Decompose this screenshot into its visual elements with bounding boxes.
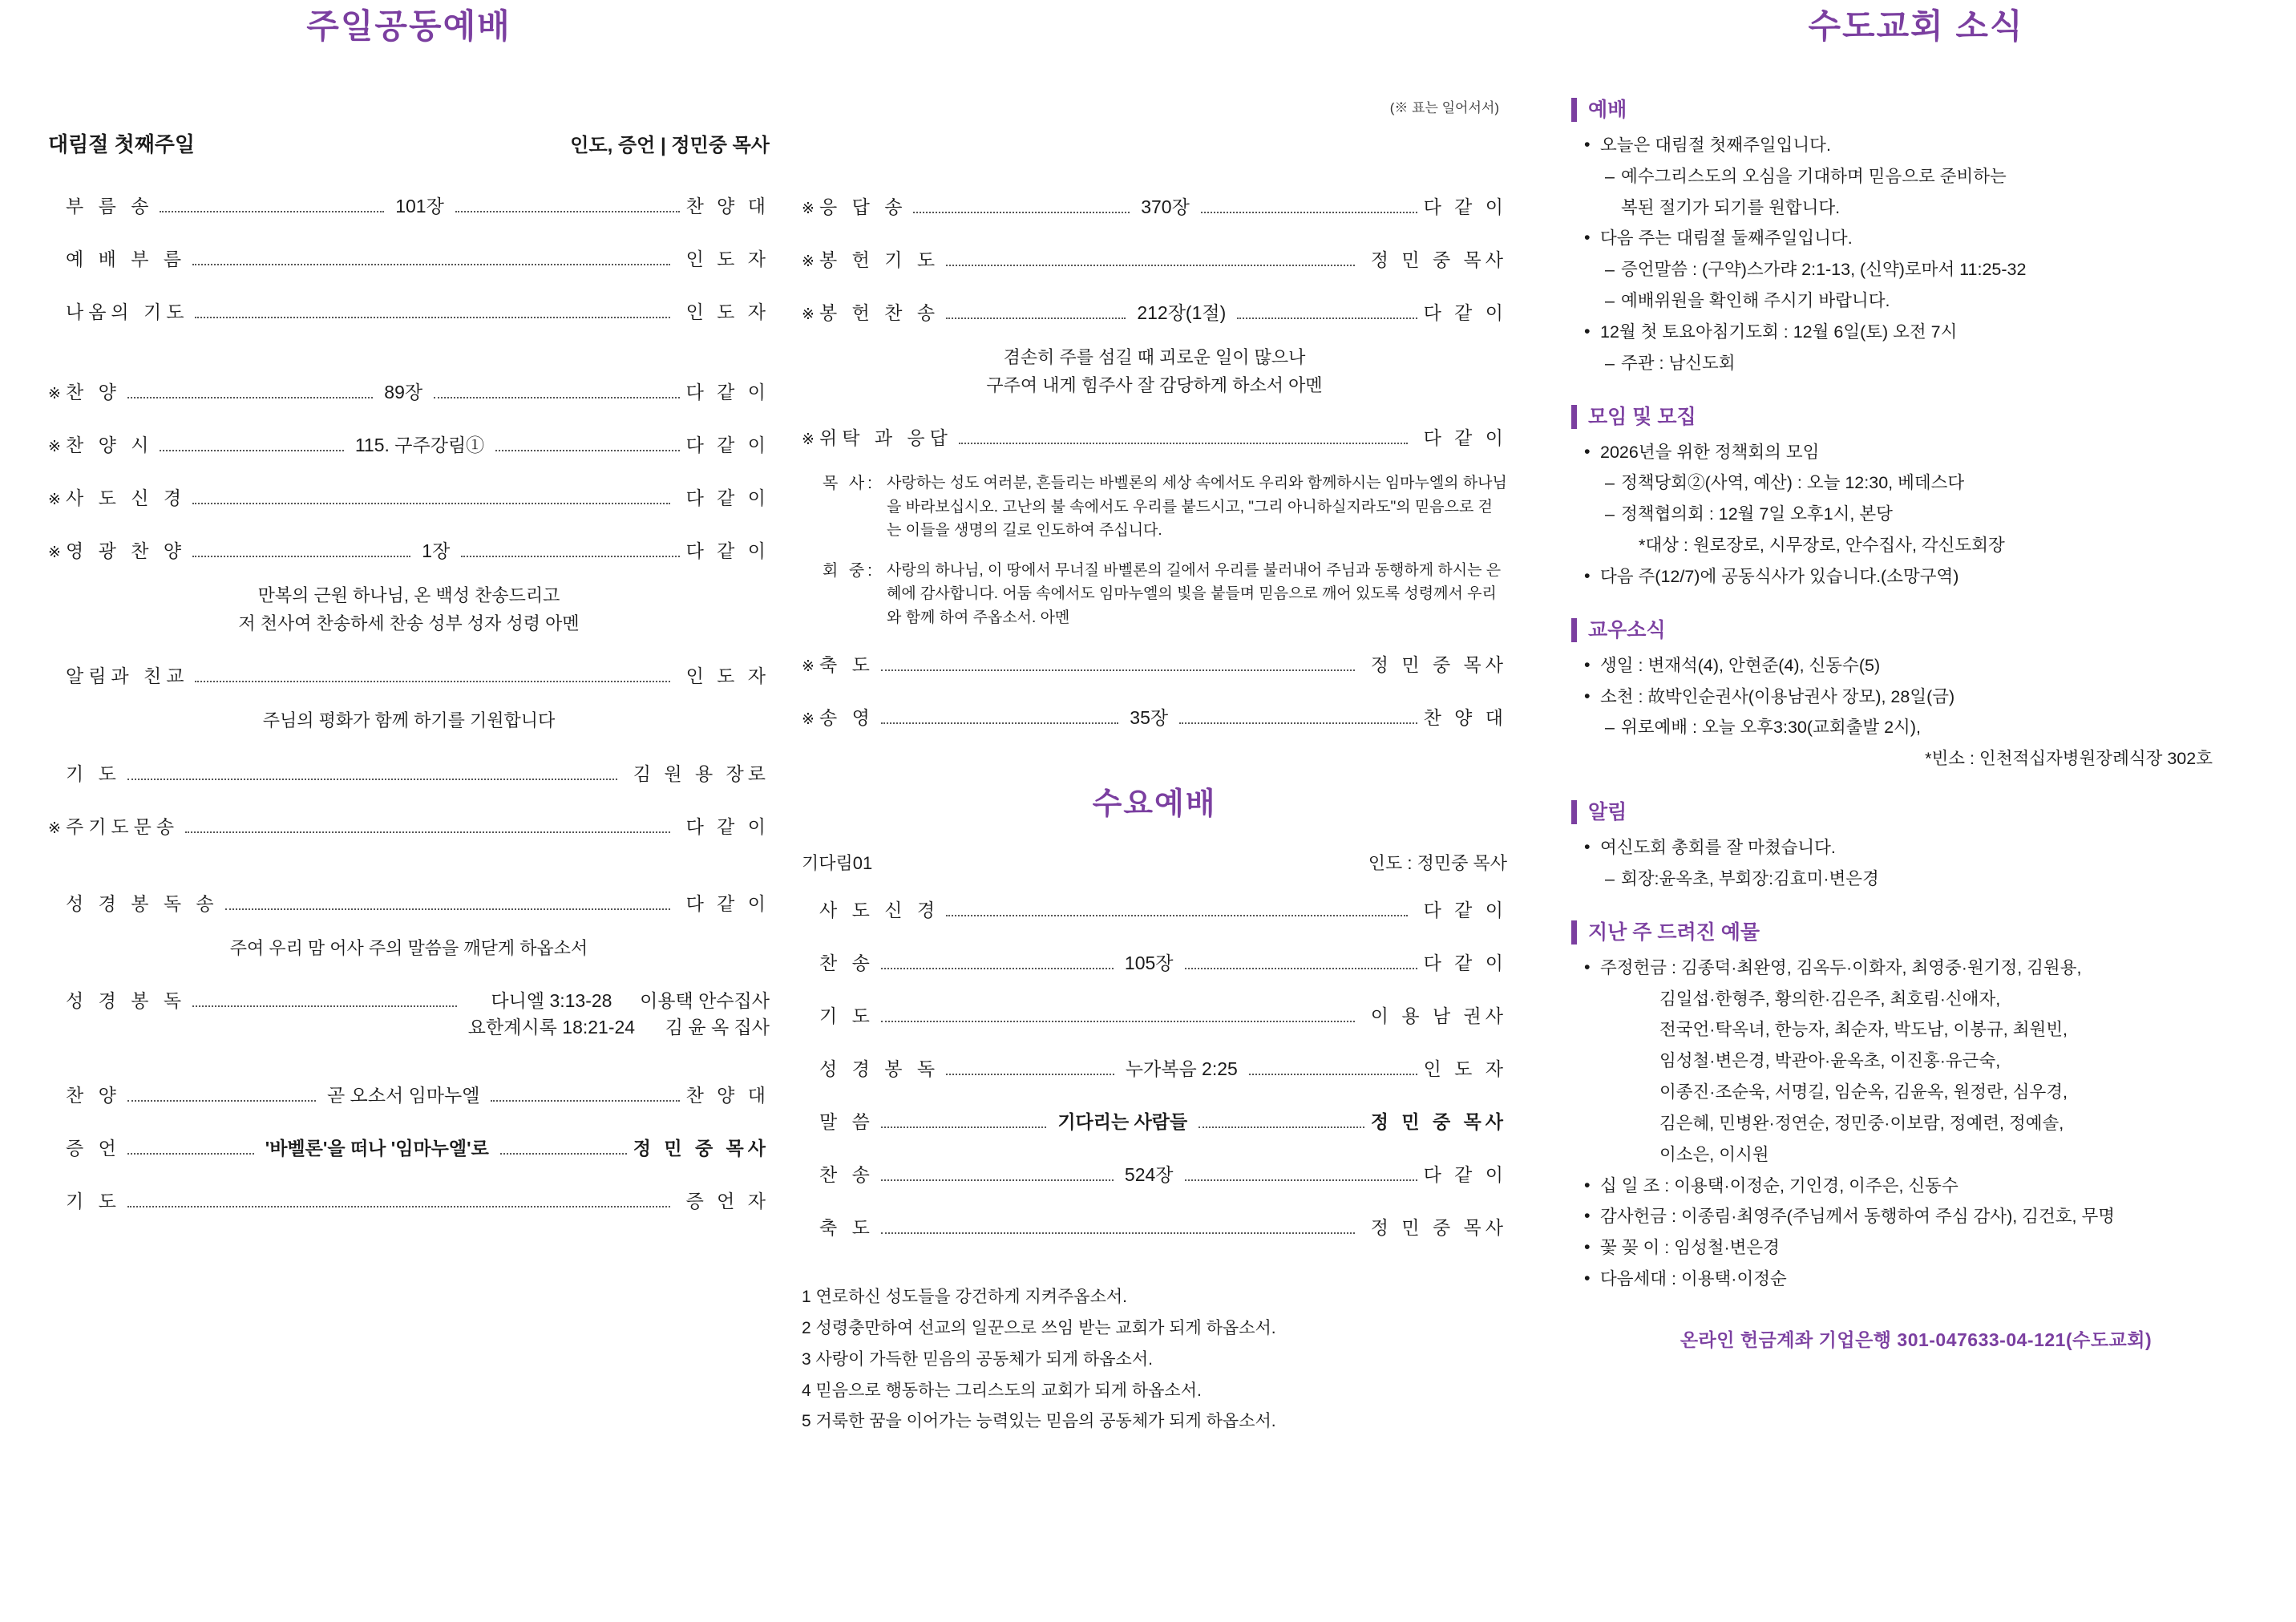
leader-dots <box>500 1153 627 1155</box>
leader-dots <box>495 450 679 451</box>
leader-dots <box>946 318 1126 319</box>
leader-dots <box>881 722 1118 724</box>
order-line <box>48 297 770 325</box>
prayer-topics-list <box>802 1282 1507 1438</box>
news-item: • 소천 : 故박인순권사(이용남권사 장모), 28일(금) <box>1579 683 2261 711</box>
order-line <box>802 650 1507 678</box>
gloria-verse <box>48 581 770 637</box>
leader-dots <box>1185 1179 1417 1181</box>
wednesday-subheader <box>802 850 1507 875</box>
news-item: • 여신도회 총회를 잘 마쳤습니다. <box>1579 834 2261 862</box>
news-item: 복된 절기가 되기를 원합니다. <box>1621 197 1841 217</box>
left-column <box>48 0 770 1240</box>
order-person: 정 민 중 목사 <box>1370 1217 1507 1238</box>
gloria-line-1: 만복의 근원 하나님, 온 백성 찬송드리고 <box>257 585 560 605</box>
order-label: 부 름 송 <box>66 196 154 216</box>
wednesday-leader-label: 인도 : 정민중 목사 <box>1368 853 1507 873</box>
order-line <box>802 1001 1507 1029</box>
order-person: 정 민 중 목사 <box>1370 249 1507 270</box>
order-line <box>48 1081 770 1108</box>
order-label: 찬 양 <box>66 382 121 402</box>
order-detail: 101장 <box>395 196 444 216</box>
leader-dots <box>192 503 670 504</box>
news-item: • 2026년을 위한 정책회의 모임 <box>1579 439 2261 467</box>
news-item: 임성철·변은경, 박관아·윤옥초, 이진홍·유근숙, <box>1659 1051 2001 1071</box>
order-label: 주기도문송 <box>66 815 180 837</box>
leader-dots <box>192 1005 457 1007</box>
sermon-title: '바벨론'을 떠나 '임마누엘'로 <box>265 1138 489 1159</box>
middle-column <box>802 0 1507 1438</box>
order-line <box>48 245 770 272</box>
order-detail: 89장 <box>384 382 423 402</box>
illumination-prayer: 주여 우리 맘 어사 주의 말씀을 깨닫게 하옵소서 <box>229 937 588 958</box>
news-item: 김은혜, 민병완·정연순, 정민중·이보람, 정예련, 정예솔, <box>1659 1113 2064 1133</box>
order-label: 송 영 <box>819 707 875 728</box>
order-label: 나옴의 기도 <box>66 301 189 322</box>
order-label: 성 경 봉 독 송 <box>66 892 219 914</box>
news-title: 수도교회 소식 <box>1808 7 2024 45</box>
scripture-ref-1: 다니엘 3:13-28 <box>491 989 612 1011</box>
order-person: 찬 양 대 <box>685 1085 770 1106</box>
order-detail: 1장 <box>422 540 451 561</box>
news-item: 전국언·탁옥녀, 한능자, 최순자, 박도남, 이봉규, 최원빈, <box>1659 1020 2068 1040</box>
order-person: 증 언 자 <box>685 1191 770 1212</box>
order-label: 성 경 봉 독 <box>66 989 187 1011</box>
order-line <box>48 536 770 564</box>
order-label: 증 언 <box>66 1138 121 1159</box>
order-line <box>48 759 770 787</box>
news-item: 김일섭·한형주, 황의한·김은주, 최호림·신애자, <box>1659 989 2001 1009</box>
order-label: 찬 송 <box>819 1164 875 1185</box>
leader-dots <box>1249 1074 1417 1075</box>
order-label: 영 광 찬 양 <box>66 540 187 561</box>
standing-mark: ※ <box>48 439 61 455</box>
leader-dots <box>881 1179 1114 1181</box>
news-list-worship <box>1571 131 2261 378</box>
leader-dots <box>881 669 1355 671</box>
order-detail: 105장 <box>1124 953 1174 973</box>
responsive-congregation <box>802 559 1507 629</box>
responsive-speaker-label: 회 중: <box>823 561 875 580</box>
order-label: 봉 헌 기 도 <box>819 249 940 270</box>
news-list-offerings <box>1571 954 2261 1293</box>
order-line <box>48 192 770 219</box>
news-list-members <box>1571 652 2261 773</box>
scripture-readers <box>640 988 770 1042</box>
order-line <box>802 192 1507 220</box>
order-line <box>48 1187 770 1214</box>
news-item: • 다음세대 : 이용택·이정순 <box>1579 1265 2261 1293</box>
news-item: • 오늘은 대림절 첫째주일입니다. <box>1579 131 2261 160</box>
offering-hymn-verse <box>802 343 1507 399</box>
order-label: 봉 헌 찬 송 <box>819 302 940 323</box>
news-section-heading-notice: 알림 <box>1571 800 2261 824</box>
news-item: – 예배위원을 확인해 주시기 바랍니다. <box>1579 287 2261 315</box>
standing-mark: ※ <box>802 200 815 217</box>
page-title: 주일공동예배 <box>306 7 511 45</box>
order-person: 다 같 이 <box>685 892 770 914</box>
responsive-pastor <box>802 471 1507 542</box>
order-label: 축 도 <box>819 654 875 675</box>
order-detail: 524장 <box>1124 1164 1174 1185</box>
leader-dots <box>881 1021 1355 1022</box>
service-season-label: 대림절 첫째주일 <box>48 132 196 156</box>
order-line-sermon <box>48 1134 770 1161</box>
order-person: 인 도 자 <box>1423 1058 1508 1079</box>
leader-dots <box>959 443 1408 444</box>
order-detail: 곧 오소서 임마누엘 <box>326 1085 480 1106</box>
news-item: – 주관 : 남신도회 <box>1579 350 2261 378</box>
leader-dots <box>434 397 679 398</box>
peace-greeting: 주님의 평화가 함께 하기를 기원합니다 <box>262 710 556 731</box>
leader-dots <box>946 915 1408 916</box>
order-person: 정 민 중 목사 <box>1370 1111 1508 1132</box>
responsive-speaker-label: 목 사: <box>823 475 875 493</box>
order-line <box>802 1160 1507 1187</box>
order-label: 기 도 <box>819 1005 875 1026</box>
leader-dots <box>192 264 670 265</box>
leader-dots <box>946 265 1355 266</box>
leader-dots <box>160 450 343 451</box>
leader-dots <box>455 211 680 212</box>
scripture-references <box>463 988 640 1042</box>
leader-dots <box>1199 1127 1364 1128</box>
news-item: 이종진·조순욱, 서명길, 임순옥, 김윤옥, 원정란, 심우경, <box>1659 1082 2068 1102</box>
standing-mark: ※ <box>802 658 815 675</box>
leader-dots <box>461 556 679 557</box>
prayer-topic-item: 3 사랑이 가득한 믿음의 공동체가 되게 하옵소서. <box>802 1349 1153 1369</box>
offering-verse-line-2: 구주여 내게 힘주사 잘 감당하게 하소서 아멘 <box>986 375 1323 396</box>
leader-dots <box>195 681 669 682</box>
wednesday-service-title: 수요예배 <box>1092 787 1217 821</box>
order-label: 찬 송 <box>819 953 875 973</box>
right-column <box>1571 0 2261 1352</box>
news-section-heading-offerings: 지난 주 드려진 예물 <box>1571 920 2261 944</box>
scripture-reading-line <box>48 986 770 1042</box>
order-person: 다 같 이 <box>1423 1164 1508 1185</box>
order-label: 찬 양 시 <box>66 435 154 455</box>
standing-note: (※ 표는 일어서서) <box>1389 100 1499 115</box>
standing-mark: ※ <box>802 306 815 323</box>
order-label: 위탁 과 응답 <box>819 427 952 449</box>
order-line <box>802 896 1507 923</box>
order-line <box>802 245 1507 273</box>
news-item: – 위로예배 : 오늘 오후3:30(교회출발 2시), <box>1579 714 2261 742</box>
order-detail: 212장(1절) <box>1137 302 1227 323</box>
leader-dots <box>225 908 670 910</box>
order-person: 다 같 이 <box>1423 302 1507 323</box>
order-person: 다 같 이 <box>685 435 770 455</box>
order-person: 정 민 중 목사 <box>633 1138 770 1159</box>
order-line <box>802 1054 1507 1082</box>
news-item: *대상 : 원로장로, 시무장로, 안수집사, 각신도회장 <box>1639 536 2005 556</box>
leader-dots <box>491 1100 679 1102</box>
order-line <box>802 1213 1507 1240</box>
order-person: 인 도 자 <box>685 249 770 269</box>
order-person: 다 같 이 <box>1423 196 1507 217</box>
news-item: – 정책당회②(사역, 예산) : 오늘 12:30, 베데스다 <box>1579 469 2261 497</box>
order-detail: 370장 <box>1141 196 1190 217</box>
news-item: – 예수그리스도의 오심을 기대하며 믿음으로 준비하는 <box>1579 163 2261 191</box>
standing-mark: ※ <box>802 711 815 728</box>
prayer-topic-item: 1 연로하신 성도들을 강건하게 지켜주옵소서. <box>802 1288 1127 1306</box>
order-label: 알림과 친교 <box>66 665 189 687</box>
leader-dots <box>1201 212 1417 213</box>
order-detail: 115. 구주강림① <box>354 435 485 455</box>
news-item: • 꽃 꽂 이 : 임성철·변은경 <box>1579 1234 2261 1262</box>
worship-order-part1 <box>48 192 770 564</box>
news-item: – 정책협의회 : 12월 7일 오후1시, 본당 <box>1579 500 2261 528</box>
prayer-topic-item: 5 거룩한 꿈을 이어가는 능력있는 믿음의 공동체가 되게 하옵소서. <box>802 1412 1276 1431</box>
order-label: 예 배 부 름 <box>66 249 187 269</box>
news-list-notice <box>1571 834 2261 893</box>
news-section-heading-members: 교우소식 <box>1571 618 2261 642</box>
leader-dots <box>127 1206 670 1207</box>
order-line <box>48 483 770 511</box>
order-line <box>802 298 1507 326</box>
scripture-reader-1: 이용택 안수집사 <box>640 989 770 1011</box>
online-offering-account: 온라인 헌금계좌 기업은행 301-047633-04-121(수도교회) <box>1680 1329 2152 1350</box>
order-label: 기 도 <box>66 762 121 784</box>
order-line <box>48 431 770 458</box>
news-item: • 십 일 조 : 이용택·이정순, 기인경, 이주은, 신동수 <box>1579 1172 2261 1200</box>
order-label: 사 도 신 경 <box>66 487 187 508</box>
wednesday-order <box>802 896 1507 1240</box>
service-subheader <box>48 128 770 158</box>
order-line <box>48 661 770 689</box>
gloria-line-2: 저 천사여 찬송하세 찬송 성부 성자 성령 아멘 <box>238 613 580 634</box>
order-line <box>802 949 1507 976</box>
prayer-topic-item: 4 믿음으로 행동하는 그리스도의 교회가 되게 하옵소서. <box>802 1381 1202 1400</box>
order-person: 인 도 자 <box>685 301 770 322</box>
order-person: 다 같 이 <box>685 815 770 837</box>
order-line <box>48 378 770 405</box>
order-person: 인 도 자 <box>685 665 770 687</box>
order-person: 다 같 이 <box>1423 900 1507 920</box>
news-item: – 회장:윤옥초, 부회장:김효미·변은경 <box>1579 865 2261 893</box>
order-line <box>48 812 770 839</box>
order-label: 성 경 봉 독 <box>819 1058 940 1079</box>
leader-dots <box>881 968 1114 969</box>
sermon-title: 기다리는 사람들 <box>1057 1111 1188 1132</box>
news-section-heading-worship: 예배 <box>1571 98 2261 122</box>
wednesday-series-label: 기다림01 <box>802 853 873 873</box>
order-person: 다 같 이 <box>685 540 770 561</box>
responsive-text: 사랑의 하나님, 이 땅에서 무너질 바벨론의 길에서 우리를 불러내어 주님과 동행하게 하시는 은혜에 감사합니다. 어둠 속에서도 임마누엘의 빛을 붙들며 믿음으로 깨어 있도록 성령께서 우리와 함께 하여 주옵소서. 아멘 <box>887 561 1502 626</box>
leader-dots <box>946 1074 1114 1075</box>
news-item: • 다음 주는 대림절 둘째주일입니다. <box>1579 224 2261 253</box>
responsive-text: 사랑하는 성도 여러분, 흔들리는 바벨론의 세상 속에서도 우리와 함께하시는 임마누엘의 하나님을 바라보십시오. 고난의 불 속에서도 우리를 붙드시고, "그리 아니하실지라도"의 믿음으로 걷는 이들을 생명의 길로 인도하여 주십니다. <box>887 475 1507 540</box>
news-list-meetings <box>1571 439 2261 591</box>
standing-mark: ※ <box>48 491 61 508</box>
news-item: 이소은, 이시원 <box>1659 1144 1769 1164</box>
leader-dots <box>881 1232 1355 1234</box>
leader-dots <box>1237 318 1417 319</box>
order-person: 찬 양 대 <box>1423 707 1508 728</box>
news-item: – 증언말씀 : (구약)스가랴 2:1-13, (신약)로마서 11:25-32 <box>1579 256 2261 284</box>
leader-dots <box>1185 968 1417 969</box>
service-leader-label: 인도, 증언 | 정민중 목사 <box>570 135 770 156</box>
news-item: • 다음 주(12/7)에 공동식사가 있습니다.(소망구역) <box>1579 563 2261 591</box>
leader-dots <box>195 317 669 318</box>
leader-dots <box>881 1127 1047 1128</box>
leader-dots <box>913 212 1130 213</box>
leader-dots <box>127 1100 316 1102</box>
offering-verse-line-1: 겸손히 주를 섬길 때 괴로운 일이 많으나 <box>1003 347 1306 367</box>
scripture-reader-2: 김 윤 옥 집사 <box>665 1017 770 1038</box>
order-label: 응 답 송 <box>819 196 907 217</box>
order-person: 이 용 남 권사 <box>1370 1005 1507 1026</box>
order-person: 김 원 용 장로 <box>633 762 770 784</box>
order-line-sermon <box>802 1107 1507 1135</box>
leader-dots <box>127 397 373 398</box>
leader-dots <box>127 1153 254 1155</box>
news-item: • 감사헌금 : 이종림·최영주(주님께서 동행하여 주심 감사), 김건호, 무명 <box>1579 1203 2261 1231</box>
news-item: *빈소 : 인천적십자병원장례식장 302호 <box>1925 749 2213 769</box>
order-label: 기 도 <box>66 1191 121 1212</box>
order-line <box>802 423 1507 451</box>
order-label: 축 도 <box>819 1217 875 1238</box>
order-label: 찬 양 <box>66 1085 121 1106</box>
news-item: • 주정헌금 : 김종덕·최완영, 김옥두·이화자, 최영중·원기정, 김원용, <box>1579 954 2261 982</box>
standing-mark: ※ <box>48 819 61 837</box>
order-person: 다 같 이 <box>685 487 770 508</box>
news-item: • 12월 첫 토요아침기도회 : 12월 6일(토) 오전 7시 <box>1579 318 2261 346</box>
order-person: 다 같 이 <box>685 382 770 402</box>
scripture-ref-2: 요한계시록 18:21-24 <box>467 1017 636 1038</box>
leader-dots <box>185 831 669 833</box>
order-person: 찬 양 대 <box>685 196 770 216</box>
order-label: 말 씀 <box>819 1111 875 1132</box>
standing-mark: ※ <box>48 386 61 402</box>
standing-mark: ※ <box>802 431 815 449</box>
standing-mark: ※ <box>802 253 815 270</box>
leader-dots <box>127 779 617 780</box>
order-line <box>48 889 770 916</box>
leader-dots <box>1179 722 1417 724</box>
order-person: 다 같 이 <box>1423 427 1507 449</box>
order-detail: 누가복음 2:25 <box>1125 1058 1238 1079</box>
leader-dots <box>192 556 410 557</box>
standing-mark: ※ <box>48 544 61 561</box>
order-detail: 35장 <box>1130 707 1169 728</box>
order-person: 정 민 중 목사 <box>1370 654 1507 675</box>
news-item: • 생일 : 변재석(4), 안현준(4), 신동수(5) <box>1579 652 2261 680</box>
prayer-topic-item: 2 성령충만하여 선교의 일꾼으로 쓰임 받는 교회가 되게 하옵소서. <box>802 1318 1276 1337</box>
order-person: 다 같 이 <box>1423 953 1508 973</box>
order-line <box>802 703 1507 730</box>
leader-dots <box>160 211 384 212</box>
order-label: 사 도 신 경 <box>819 900 940 920</box>
news-section-heading-meetings: 모임 및 모집 <box>1571 405 2261 429</box>
